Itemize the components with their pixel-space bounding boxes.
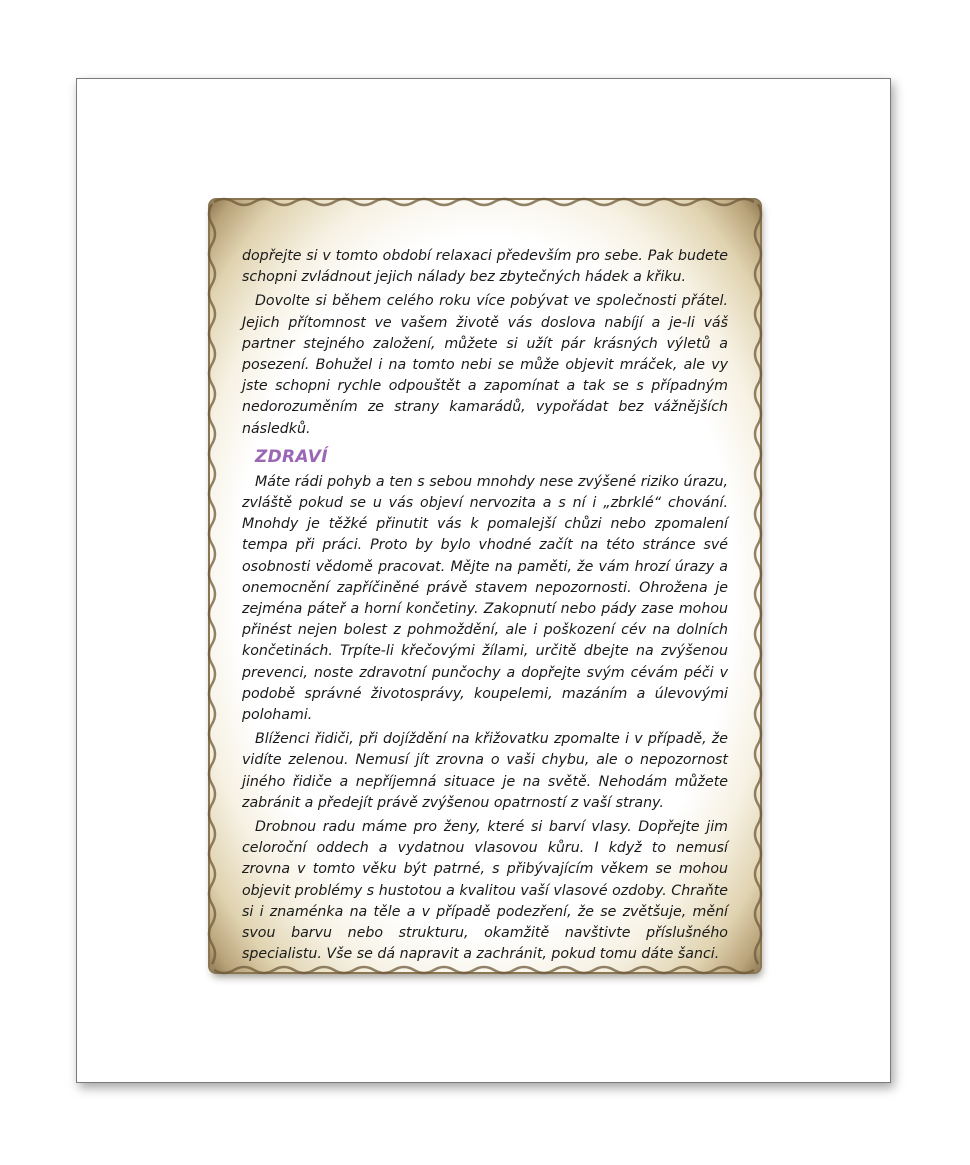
paragraph-health-2: Blíženci řidiči, při dojíždění na křižovatku zpomalte i v případě, že vidíte zelenou. Nemusí jít zrovna o vaši chybu, ale o nepozornost jiného řidiče a nepříjemná situace je na světě. Nehodám můžete zabránit a předejít právě zvýšenou opatrností z vaší strany. [242, 731, 728, 811]
paragraph-health-1: Máte rádi pohyb a ten s sebou mnohdy nese zvýšené riziko úrazu, zvláště pokud se u vás objeví nervozita a s ní i „zbrklé“ chování. Mnohdy je těžké přinutit vás k pomalejší chůzi nebo zpomalení tempa při práci. Proto by bylo vhodné začít na této stránce své osobnosti vědomě pracovat. Mějte na paměti, že vám hrozí úrazy a onemocnění zapříčiněné právě stavem nepozornosti. Ohrožena je zejména páteř a horní končetiny. Zakopnutí nebo pády zase mohou přinést nejen bolest z pohmoždění, ale i poškození cév na dolních končetinách. Trpíte-li křečovými žílami, určitě dbejte na zvýšenou prevenci, noste zdravotní punčochy a dopřejte svým cévám péči v podobě správné životosprávy, koupelemi, mazáním a úlevovými polohami. [242, 473, 728, 724]
paragraph-intro-1: dopřejte si v tomto období relaxaci především pro sebe. Pak budete schopni zvládnout jejich nálady bez zbytečných hádek a křiku. [242, 248, 728, 286]
section-heading-health: ZDRAVÍ [255, 446, 328, 467]
paragraph-intro-2: Dovolte si během celého roku více pobývat ve společnosti přátel. Jejich přítomnost ve vašem životě vás doslova nabíjí a je-li váš partner stejného založení, můžete si užít pár krásných výletů a posezení. Bohužel i na tomto nebi se může objevit mráček, ale vy jste schopni rychle odpouštět a zapomínat a tak se s případným nedorozuměním ze strany kamarádů, vypořádat bez vážnějších následků. [242, 293, 728, 437]
paragraph-health-3: Drobnou radu máme pro ženy, které si barví vlasy. Dopřejte jim celoroční oddech a vydatnou vlasovou kůru. I když to nemusí zrovna v tomto věku být patrné, s přibývajícím věkem se mohou objevit problémy s hustotou a kvalitou vaší vlasové ozdoby. Chraňte si i znaménka na těle a v případě podezření, že se zvětšuje, mění svou barvu nebo strukturu, okamžitě navštivte příslušného specialistu. Vše se dá napravit a zachránit, pokud tomu dáte šanci. [242, 819, 728, 963]
document-body [242, 246, 728, 969]
